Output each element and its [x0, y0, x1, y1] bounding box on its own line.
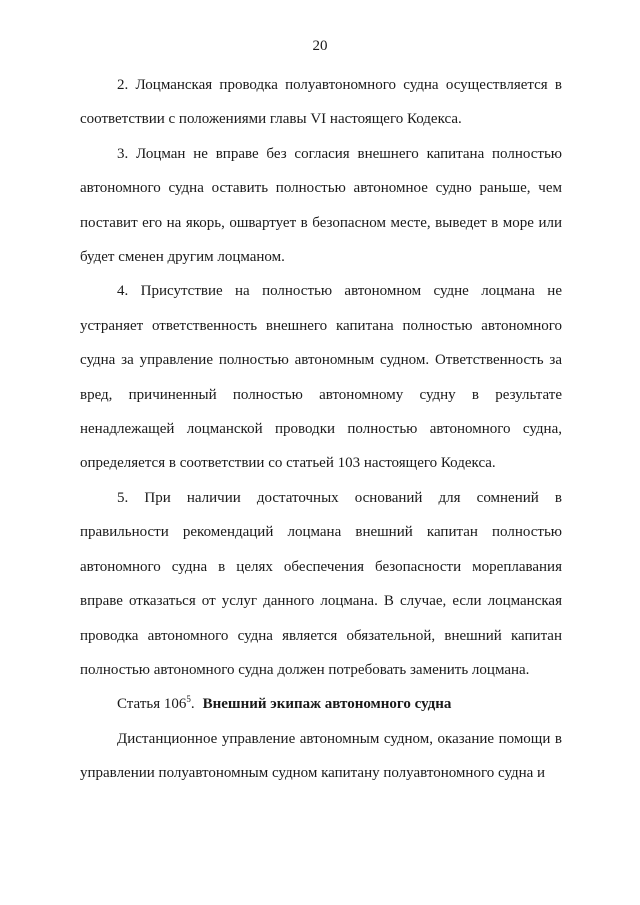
closing-paragraph: Дистанционное управление автономным судном, оказание помощи в управлении полуавтономным судном капитану полуавтономного судна и: [80, 730, 562, 782]
paragraph-5: 5. При наличии достаточных оснований для сомнений в правильности рекомендаций лоцмана внешний капитан полностью автономного судна в целях обеспечения безопасности мореплавания вправе отказаться от услуг данного лоцмана. В случае, если лоцманская проводка автономного судна является обязательной, внешний капитан полностью автономного судна должен потребовать заменить лоцмана.: [80, 489, 562, 678]
paragraph-2: 2. Лоцманская проводка полуавтономного судна осуществляется в соответствии с положениями главы VI настоящего Кодекса.: [80, 77, 562, 128]
article-heading: [80, 687, 562, 721]
paragraph-3: 3. Лоцман не вправе без согласия внешнего капитана полностью автономного судна оставить полностью автономное судно раньше, чем поставит его на якорь, ошвартует в безопасном месте, выведет в море или будет сменен другим лоцманом.: [80, 145, 562, 266]
paragraph-4: 4. Присутствие на полностью автономном судне лоцмана не устраняет ответственность внешнего капитана полностью автономного судна за управление полностью автономным судном. Ответственность за вред, причиненный полностью автономному судну в результате ненадлежащей лоцманской проводки полностью автономного судна, определяется в соответствии со статьей 103 настоящего Кодекса.: [80, 283, 562, 472]
document-body: [80, 68, 562, 791]
article-superscript: 5: [186, 694, 191, 705]
page-number: 20: [312, 38, 328, 54]
article-number-period: .: [190, 696, 195, 713]
article-number: Статья 106: [117, 696, 187, 713]
article-title: Внешний экипаж автономного судна: [202, 696, 452, 713]
